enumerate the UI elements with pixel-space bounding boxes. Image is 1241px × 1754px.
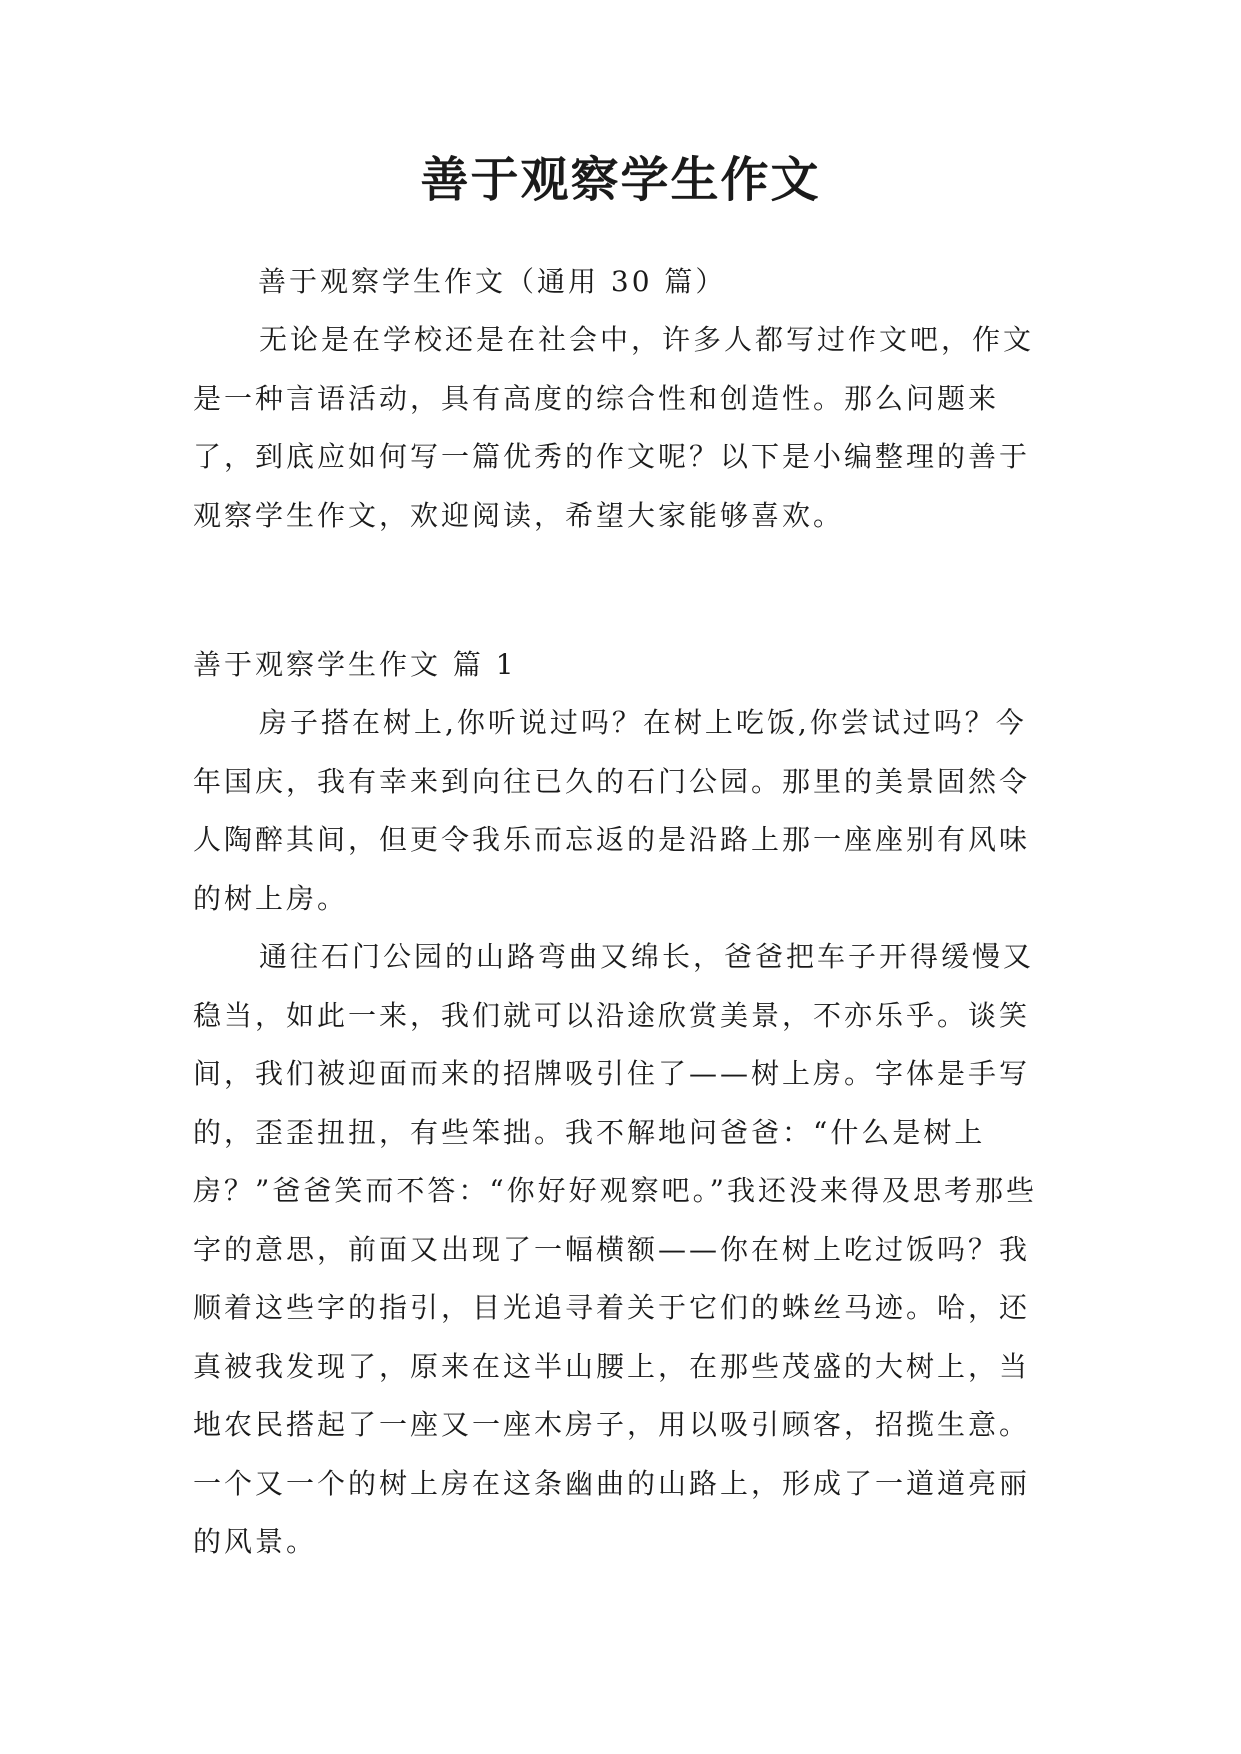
intro-paragraph: 无论是在学校还是在社会中，许多人都写过作文吧，作文是一种言语活动，具有高度的综合性和创造性。那么问题来了，到底应如何写一篇优秀的作文呢？以下是小编整理的善于观察学生作文，欢迎阅读，希望大家能够喜欢。	[193, 323, 1035, 532]
section-heading: 善于观察学生作文 篇 1	[193, 648, 517, 681]
essay-paragraph-2: 通往石门公园的山路弯曲又绵长，爸爸把车子开得缓慢又稳当，如此一来，我们就可以沿途欣赏美景，不亦乐乎。谈笑间，我们被迎面而来的招牌吸引住了——树上房。字体是手写的，歪歪扭扭，有些笨拙。我不解地问爸爸：“什么是树上房？”爸爸笑而不答：“你好好观察吧。”我还没来得及思考那些字的意思，前面又出现了一幅横额——你在树上吃过饭吗？我顺着这些字的指引，目光追寻着关于它们的蛛丝马迹。哈，还真被我发现了，原来在这半山腰上，在那些茂盛的大树上，当地农民搭起了一座又一座木房子，用以吸引顾客，招揽生意。一个又一个的树上房在这条幽曲的山路上，形成了一道道亮丽的风景。	[193, 940, 1037, 1558]
document-title: 善于观察学生作文	[420, 152, 821, 208]
essay-paragraph-1: 房子搭在树上,你听说过吗？在树上吃饭,你尝试过吗？今年国庆，我有幸来到向往已久的石门公园。那里的美景固然令人陶醉其间，但更令我乐而忘返的是沿路上那一座座别有风味的树上房。	[193, 706, 1031, 915]
document-subtitle: 善于观察学生作文（通用 30 篇）	[258, 265, 727, 298]
essay-body	[193, 694, 1053, 1572]
intro-block	[193, 311, 1053, 545]
